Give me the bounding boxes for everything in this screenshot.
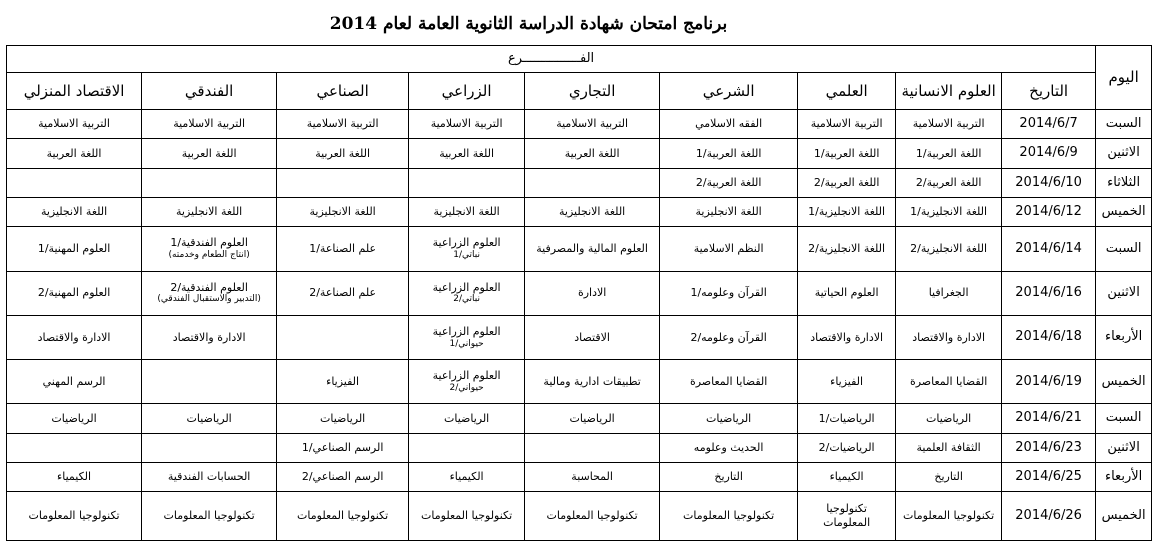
subject-name: الادارة والاقتصاد	[912, 330, 986, 344]
day-cell: الاثنين	[1096, 271, 1152, 315]
table-row	[7, 315, 1152, 359]
date-cell: 2014/6/18	[1002, 315, 1096, 359]
date-cell: 2014/6/10	[1002, 168, 1096, 197]
subject-cell	[277, 168, 409, 197]
subject-cell	[798, 227, 896, 271]
subject-name: التربية الاسلامية	[430, 117, 503, 131]
subject-name: اللغة العربية	[315, 146, 371, 160]
date-cell: 2014/6/16	[1002, 271, 1096, 315]
table-row	[7, 198, 1152, 227]
subject-name: القرآن وعلومه/2	[690, 330, 767, 344]
subject-cell	[896, 463, 1002, 492]
subject-name: الادارة والاقتصاد	[37, 330, 111, 344]
table-row	[7, 360, 1152, 404]
subject-cell	[277, 463, 409, 492]
subject-name: اللغة الانجليزية	[433, 205, 500, 219]
subject-name: الرياضيات/2	[818, 440, 875, 454]
column-header-agricultural: الزراعي	[409, 73, 525, 110]
subject-cell	[277, 110, 409, 139]
subject-cell	[409, 492, 525, 541]
subject-cell	[896, 198, 1002, 227]
subject-cell	[660, 404, 798, 433]
table-row	[7, 227, 1152, 271]
subject-cell	[660, 110, 798, 139]
subject-name: الرياضيات	[443, 411, 490, 425]
day-cell: السبت	[1096, 110, 1152, 139]
subject-cell	[525, 463, 660, 492]
day-cell: الثلاثاء	[1096, 168, 1152, 197]
column-header-scientific: العلمي	[798, 73, 896, 110]
subject-cell	[660, 360, 798, 404]
table-row	[7, 404, 1152, 433]
day-cell: السبت	[1096, 227, 1152, 271]
date-cell: 2014/6/14	[1002, 227, 1096, 271]
subject-name: الكيمياء	[57, 470, 92, 484]
subject-name: تكنولوجيا المعلومات	[421, 509, 513, 523]
subject-cell	[660, 198, 798, 227]
subject-cell	[525, 360, 660, 404]
subject-name: اللغة العربية/1	[813, 146, 880, 160]
subject-cell	[525, 315, 660, 359]
subject-cell	[896, 139, 1002, 168]
subject-name: اللغة الانجليزية/1	[808, 205, 886, 219]
subject-name: الحسابات الفندقية	[167, 470, 251, 484]
date-cell: 2014/6/23	[1002, 433, 1096, 462]
subject-name: التاريخ	[714, 470, 743, 484]
header-row-columns	[7, 73, 1152, 110]
subject-name: الرياضيات	[925, 411, 972, 425]
column-header-home-economics: الاقتصاد المنزلي	[7, 73, 142, 110]
table-row	[7, 168, 1152, 197]
subject-cell	[525, 168, 660, 197]
column-header-religious: الشرعي	[660, 73, 798, 110]
subject-cell	[525, 227, 660, 271]
subject-name: الفيزياء	[830, 374, 864, 388]
subject-cell	[660, 271, 798, 315]
subject-name: التربية الاسلامية	[912, 117, 985, 131]
subject-name: تكنولوجيا المعلومات	[683, 509, 775, 523]
subject-name: تطبيقات ادارية ومالية	[543, 374, 641, 388]
subject-cell	[409, 271, 525, 315]
subject-name: اللغة العربية/2	[695, 175, 762, 189]
subject-cell	[7, 315, 142, 359]
subject-name: اللغة العربية/2	[813, 175, 880, 189]
subject-cell	[277, 433, 409, 462]
subject-cell	[896, 404, 1002, 433]
subject-name: القضايا المعاصرة	[689, 374, 768, 388]
subject-cell	[660, 139, 798, 168]
subject-name: تكنولوجيا المعلومات	[823, 502, 871, 530]
subject-cell	[660, 463, 798, 492]
subject-detail: (التدبير والاستقبال الفندقي)	[157, 294, 261, 305]
subject-detail: حيواني/2	[449, 382, 484, 393]
subject-name: اللغة الانجليزية/2	[808, 242, 886, 256]
subject-name: علم الصناعة/2	[309, 286, 377, 300]
subject-cell	[409, 360, 525, 404]
subject-cell	[7, 360, 142, 404]
day-cell: الأربعاء	[1096, 463, 1152, 492]
subject-name: الادارة والاقتصاد	[810, 330, 884, 344]
subject-cell	[409, 139, 525, 168]
column-header-humanities: العلوم الانسانية	[896, 73, 1002, 110]
subject-cell	[525, 492, 660, 541]
subject-cell	[277, 271, 409, 315]
subject-name: العلوم المالية والمصرفية	[536, 242, 648, 256]
subject-name: العلوم الفندقية/2	[170, 280, 248, 294]
subject-name: اللغة العربية	[46, 146, 102, 160]
subject-cell	[660, 492, 798, 541]
subject-name: العلوم الزراعية	[432, 280, 501, 294]
subject-cell	[896, 492, 1002, 541]
day-cell: السبت	[1096, 404, 1152, 433]
column-header-hotel: الفندقي	[142, 73, 277, 110]
table-row	[7, 433, 1152, 462]
subject-cell	[896, 360, 1002, 404]
subject-name: التاريخ	[934, 470, 963, 484]
subject-name: الثقافة العلمية	[916, 440, 981, 454]
subject-cell	[896, 315, 1002, 359]
subject-cell	[660, 433, 798, 462]
subject-name: اللغة الانجليزية/2	[910, 242, 988, 256]
subject-name: الرياضيات	[319, 411, 366, 425]
subject-name: العلوم المهنية/1	[37, 242, 111, 256]
subject-name: التربية الاسلامية	[38, 117, 110, 131]
subject-cell	[798, 463, 896, 492]
subject-name: القضايا المعاصرة	[909, 374, 988, 388]
subject-name: اللغة العربية	[564, 146, 620, 160]
subject-cell	[277, 404, 409, 433]
subject-cell	[7, 463, 142, 492]
subject-name: اللغة الانجليزية	[695, 205, 762, 219]
subject-name: تكنولوجيا المعلومات	[546, 509, 638, 523]
subject-name: اللغة العربية/2	[915, 175, 982, 189]
subject-name: التربية الاسلامية	[556, 117, 629, 131]
subject-name: الحديث وعلومه	[693, 440, 764, 454]
day-cell: الاثنين	[1096, 139, 1152, 168]
subject-name: الرياضيات	[569, 411, 615, 425]
subject-cell	[896, 433, 1002, 462]
day-cell: الخميس	[1096, 492, 1152, 541]
subject-cell	[409, 110, 525, 139]
day-cell: الاثنين	[1096, 433, 1152, 462]
subject-cell	[525, 139, 660, 168]
subject-name: الرسم الصناعي/1	[301, 440, 384, 454]
subject-detail: حيواني/1	[449, 338, 484, 349]
subject-cell	[660, 227, 798, 271]
subject-name: اللغة العربية/1	[915, 146, 982, 160]
subject-cell	[277, 139, 409, 168]
subject-name: العلوم الزراعية	[432, 324, 501, 338]
branch-header: الفـــــــــــــــرع	[7, 46, 1096, 73]
table-row	[7, 110, 1152, 139]
subject-name: اللغة العربية/1	[695, 146, 762, 160]
date-cell: 2014/6/9	[1002, 139, 1096, 168]
subject-name: اللغة العربية	[439, 146, 495, 160]
subject-cell	[7, 139, 142, 168]
day-cell: الأربعاء	[1096, 315, 1152, 359]
subject-name: الجغرافيا	[928, 286, 969, 300]
subject-cell	[798, 492, 896, 541]
subject-cell	[142, 492, 277, 541]
subject-cell	[142, 198, 277, 227]
subject-name: النظم الاسلامية	[693, 242, 764, 256]
subject-cell	[142, 433, 277, 462]
subject-name: اللغة العربية	[181, 146, 237, 160]
subject-cell	[896, 271, 1002, 315]
subject-cell	[798, 110, 896, 139]
subject-cell	[798, 433, 896, 462]
subject-cell	[409, 315, 525, 359]
subject-detail: نباتي/1	[453, 250, 480, 261]
subject-cell	[798, 139, 896, 168]
subject-cell	[525, 433, 660, 462]
subject-cell	[525, 198, 660, 227]
date-cell: 2014/6/21	[1002, 404, 1096, 433]
subject-name: المحاسبة	[571, 470, 613, 484]
column-header-industrial: الصناعي	[277, 73, 409, 110]
subject-cell	[277, 492, 409, 541]
subject-name: العلوم الحياتية	[814, 286, 879, 300]
subject-name: الرسم المهني	[42, 374, 106, 388]
subject-cell	[798, 315, 896, 359]
subject-cell	[7, 404, 142, 433]
subject-detail: نباتي/2	[453, 294, 480, 305]
subject-cell	[798, 360, 896, 404]
subject-name: العلوم الزراعية	[432, 236, 501, 250]
subject-name: القرآن وعلومه/1	[690, 286, 767, 300]
subject-cell	[525, 110, 660, 139]
subject-cell	[798, 168, 896, 197]
subject-name: الكيمياء	[829, 470, 864, 484]
subject-cell	[7, 227, 142, 271]
subject-cell	[142, 360, 277, 404]
subject-name: اللغة الانجليزية	[176, 205, 243, 219]
subject-cell	[896, 227, 1002, 271]
subject-name: العلوم الزراعية	[432, 369, 501, 383]
subject-cell	[409, 404, 525, 433]
subject-cell	[798, 198, 896, 227]
page-title: برنامج امتحان شهادة الدراسة الثانوية العامة لعام 2014	[329, 14, 728, 34]
day-cell: الخميس	[1096, 198, 1152, 227]
schedule-body	[7, 110, 1152, 541]
subject-cell	[409, 463, 525, 492]
subject-name: اللغة الانجليزية	[40, 205, 108, 219]
subject-name: الرياضيات	[186, 411, 232, 425]
subject-cell	[896, 110, 1002, 139]
subject-cell	[7, 110, 142, 139]
subject-name: الادارة والاقتصاد	[172, 330, 246, 344]
subject-cell	[142, 315, 277, 359]
date-cell: 2014/6/7	[1002, 110, 1096, 139]
subject-cell	[277, 360, 409, 404]
subject-name: الرياضيات	[51, 411, 97, 425]
subject-name: الرياضيات/1	[818, 411, 875, 425]
subject-cell	[7, 271, 142, 315]
subject-cell	[525, 271, 660, 315]
subject-name: الادارة	[577, 286, 607, 300]
subject-cell	[409, 433, 525, 462]
subject-name: التربية الاسلامية	[306, 117, 379, 131]
subject-cell	[142, 110, 277, 139]
day-cell: الخميس	[1096, 360, 1152, 404]
subject-cell	[7, 492, 142, 541]
subject-cell	[142, 227, 277, 271]
subject-name: اللغة الانجليزية	[559, 205, 626, 219]
subject-name: الفقه الاسلامي	[695, 117, 763, 131]
subject-name: الرياضيات	[705, 411, 752, 425]
subject-cell	[409, 168, 525, 197]
subject-cell	[142, 139, 277, 168]
subject-name: الفيزياء	[326, 374, 360, 388]
subject-name: العلوم الفندقية/1	[170, 236, 248, 250]
subject-name: علم الصناعة/1	[309, 242, 377, 256]
subject-name: الاقتصاد	[574, 330, 610, 344]
subject-name: الرسم الصناعي/2	[301, 470, 384, 484]
subject-cell	[142, 463, 277, 492]
subject-cell	[660, 315, 798, 359]
header-row-branch	[7, 46, 1152, 73]
subject-cell	[7, 433, 142, 462]
subject-name: تكنولوجيا المعلومات	[297, 509, 389, 523]
subject-cell	[277, 315, 409, 359]
date-cell: 2014/6/25	[1002, 463, 1096, 492]
subject-cell	[142, 271, 277, 315]
date-cell: 2014/6/19	[1002, 360, 1096, 404]
table-row	[7, 139, 1152, 168]
subject-cell	[142, 404, 277, 433]
subject-name: تكنولوجيا المعلومات	[163, 509, 255, 523]
subject-cell	[277, 227, 409, 271]
exam-schedule-table	[6, 45, 1152, 541]
subject-cell	[798, 404, 896, 433]
subject-name: اللغة الانجليزية	[309, 205, 376, 219]
subject-name: اللغة الانجليزية/1	[910, 205, 988, 219]
subject-cell	[7, 168, 142, 197]
day-column-header: اليوم	[1096, 46, 1152, 110]
subject-name: التربية الاسلامية	[810, 117, 883, 131]
subject-name: تكنولوجيا المعلومات	[28, 509, 120, 523]
subject-cell	[142, 168, 277, 197]
subject-cell	[660, 168, 798, 197]
table-row	[7, 463, 1152, 492]
subject-cell	[409, 227, 525, 271]
subject-cell	[798, 271, 896, 315]
subject-name: الكيمياء	[449, 470, 484, 484]
subject-name: العلوم المهنية/2	[37, 286, 111, 300]
subject-cell	[896, 168, 1002, 197]
subject-name: تكنولوجيا المعلومات	[903, 509, 995, 523]
table-row	[7, 492, 1152, 541]
subject-cell	[277, 198, 409, 227]
date-cell: 2014/6/26	[1002, 492, 1096, 541]
column-header-commercial: التجاري	[525, 73, 660, 110]
date-cell: 2014/6/12	[1002, 198, 1096, 227]
subject-detail: (انتاج الطعام وخدمته)	[168, 250, 250, 261]
date-column-header: التاريخ	[1002, 73, 1096, 110]
subject-cell	[409, 198, 525, 227]
subject-cell	[7, 198, 142, 227]
subject-name: التربية الاسلامية	[173, 117, 246, 131]
subject-cell	[525, 404, 660, 433]
table-row	[7, 271, 1152, 315]
